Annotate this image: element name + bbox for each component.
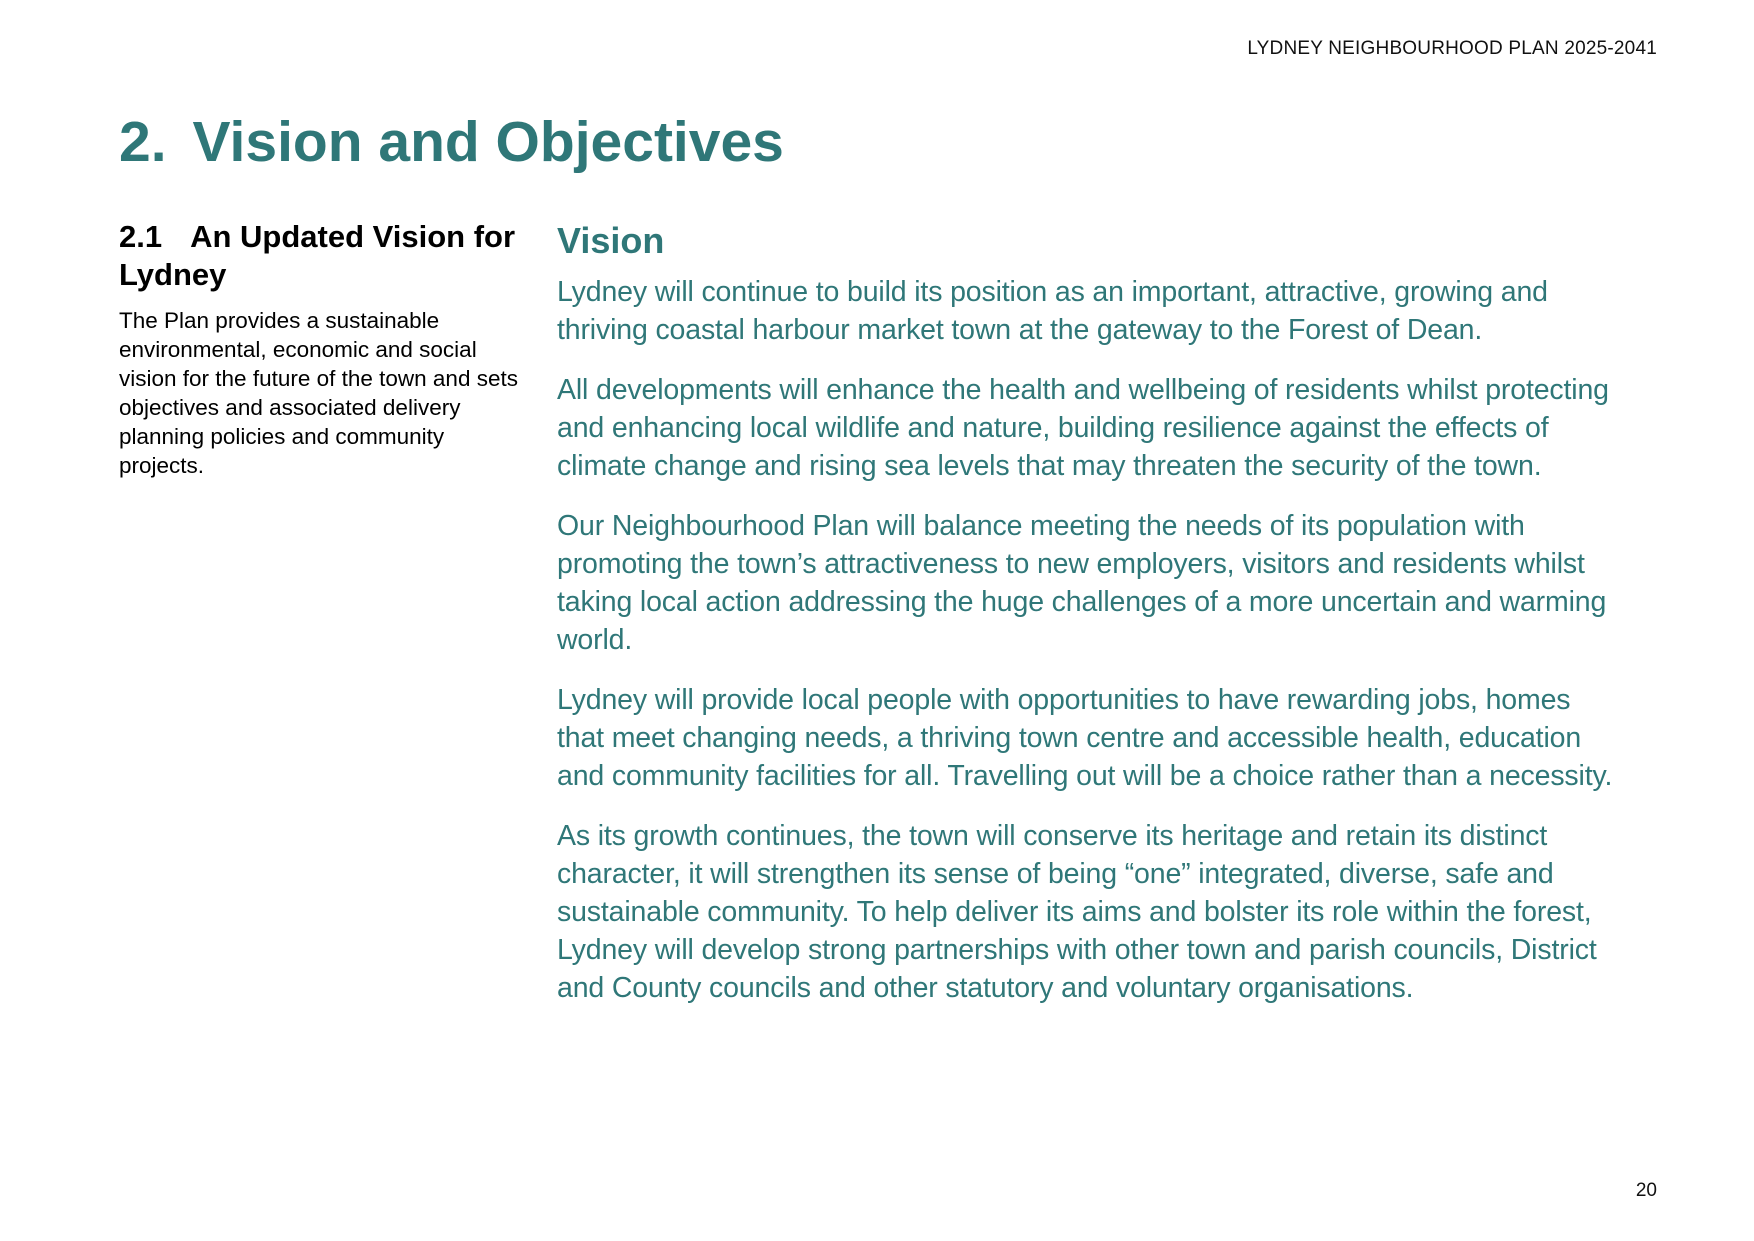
- running-header: LYDNEY NEIGHBOURHOOD PLAN 2025-2041: [1247, 38, 1657, 59]
- vision-heading: Vision: [557, 220, 665, 261]
- chapter-title: [119, 108, 784, 176]
- vision-section: [557, 220, 1617, 1029]
- vision-paragraph: Lydney will provide local people with opportunities to have rewarding jobs, homes that meet changing needs, a thriving town centre and accessible health, education and community facilities for all. Travelling out will be a choice rather than a necessity.: [557, 684, 1613, 792]
- page-number: 20: [1635, 1180, 1657, 1201]
- sidebar-body: The Plan provides a sustainable environmental, economic and social vision for the future of the town and sets objectives and associated delivery planning policies and community projects.: [119, 308, 518, 478]
- chapter-number: 2.: [119, 110, 167, 174]
- vision-paragraph: All developments will enhance the health and wellbeing of residents whilst protecting and enhancing local wildlife and nature, building resilience against the effects of climate change and rising sea levels that may threaten the security of the town.: [557, 374, 1609, 482]
- section-title: An Updated Vision for Lydney: [119, 219, 516, 292]
- section-number: 2.1: [119, 219, 163, 254]
- sidebar-intro: [119, 218, 519, 480]
- vision-paragraph: As its growth continues, the town will conserve its heritage and retain its distinct character, it will strengthen its sense of being “one” integrated, diverse, safe and sustainable community. To help deliver its aims and bolster its role within the forest, Lydney will develop strong partnerships with other town and parish councils, District and County councils and other statutory and voluntary organisations.: [557, 820, 1597, 1004]
- section-heading: [119, 218, 519, 294]
- vision-paragraph: Lydney will continue to build its position as an important, attractive, growing and thriving coastal harbour market town at the gateway to the Forest of Dean.: [557, 276, 1548, 346]
- chapter-title-text: Vision and Objectives: [192, 110, 784, 174]
- vision-paragraph: Our Neighbourhood Plan will balance meeting the needs of its population with promoting the town’s attractiveness to new employers, visitors and residents whilst taking local action addressing the huge challenges of a more uncertain and warming world.: [557, 510, 1607, 656]
